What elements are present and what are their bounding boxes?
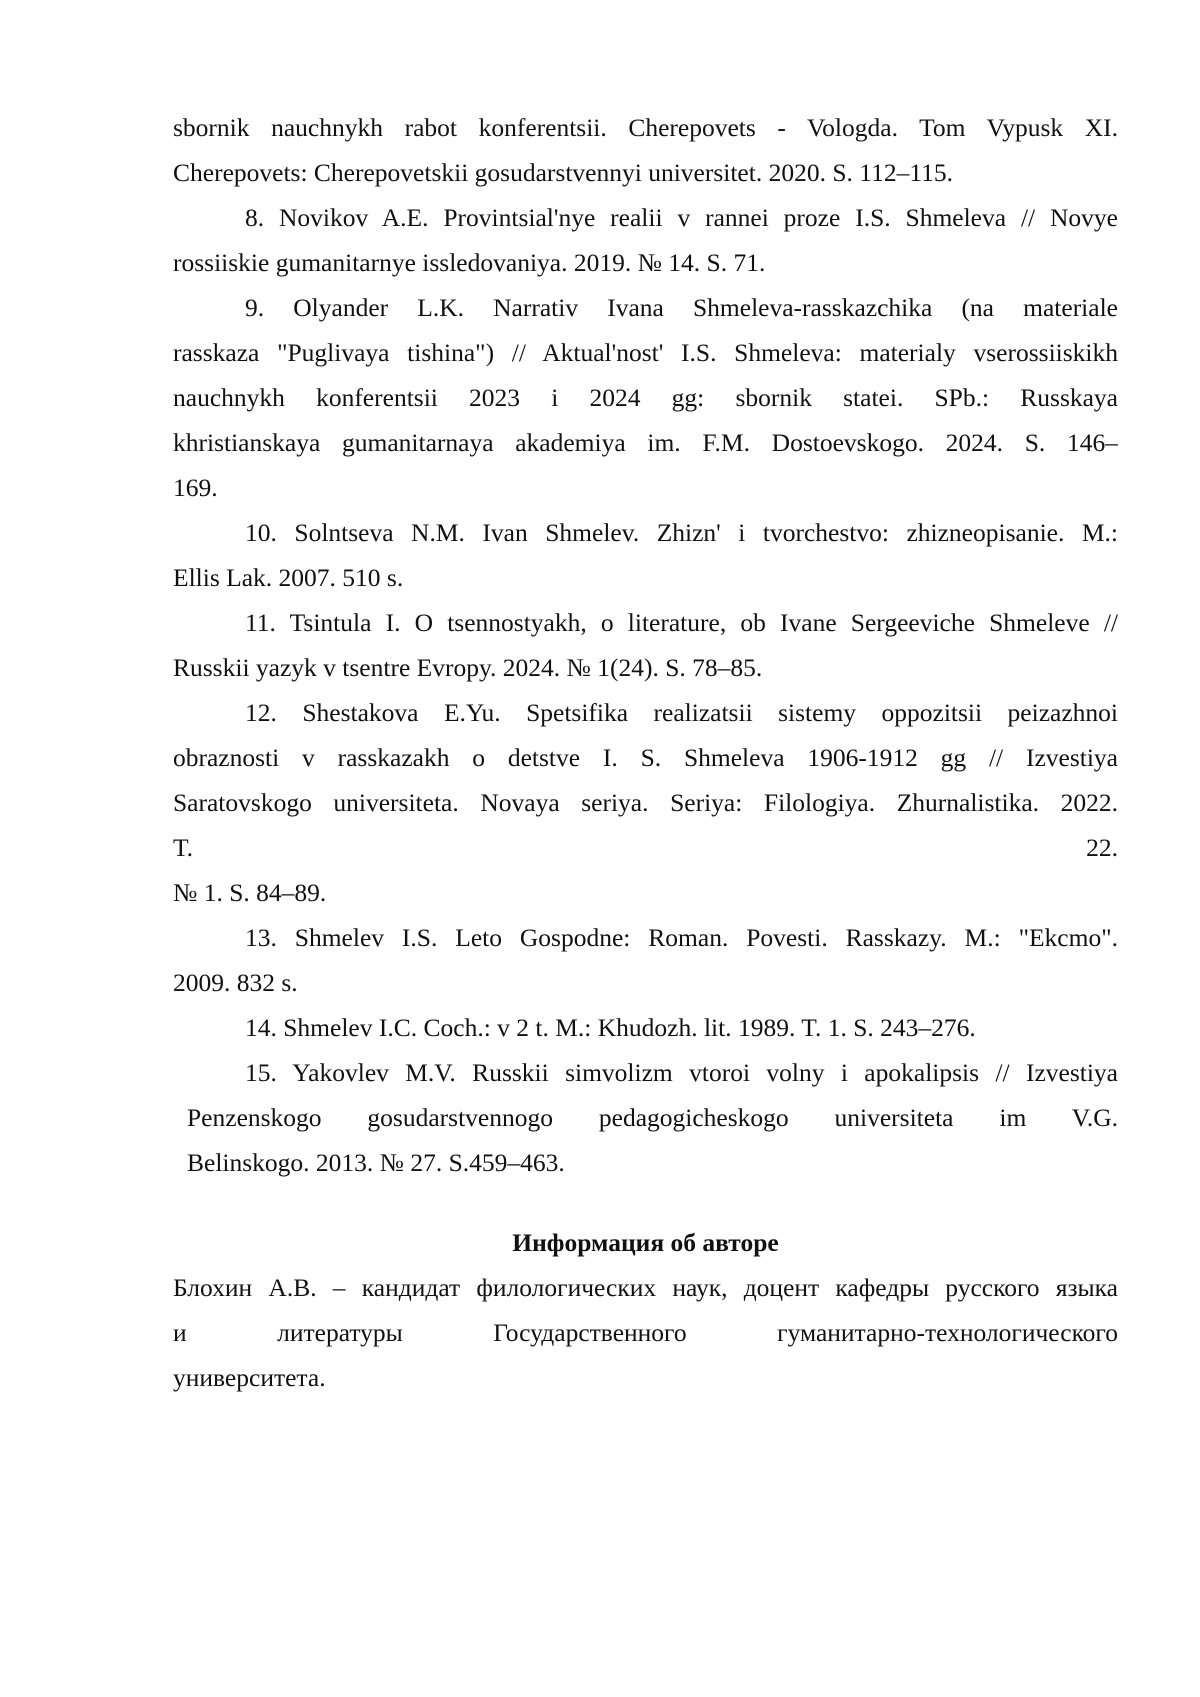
reference-line: Russkii yazyk v tsentre Evropy. 2024. № 1(24). S. 78–85.	[173, 645, 1118, 690]
reference-item	[173, 510, 1118, 600]
reference-line: rasskaza "Puglivaya tishina") // Aktual'nost' I.S. Shmeleva: materialy vserossiiskikh	[173, 330, 1118, 375]
reference-line: nauchnykh konferentsii 2023 i 2024 gg: sbornik statei. SPb.: Russkaya	[173, 375, 1118, 420]
author-info	[173, 1265, 1118, 1400]
reference-line: 8. Novikov A.E. Provintsial'nye realii v rannei proze I.S. Shmeleva // Novye	[173, 195, 1118, 240]
reference-item	[173, 105, 1118, 195]
author-info-heading: Информация об авторе	[173, 1220, 1118, 1265]
document-page	[173, 105, 1118, 1400]
reference-line: khristianskaya gumanitarnaya akademiya im. F.M. Dostoevskogo. 2024. S. 146–	[173, 420, 1118, 465]
reference-item	[173, 690, 1118, 915]
reference-line: 12. Shestakova E.Yu. Spetsifika realizatsii sistemy oppozitsii peizazhnoi	[173, 690, 1118, 735]
reference-line: T. 22.	[173, 825, 1118, 870]
reference-item	[173, 600, 1118, 690]
reference-line: Saratovskogo universiteta. Novaya seriya. Seriya: Filologiya. Zhurnalistika. 2022.	[173, 780, 1118, 825]
reference-line: 11. Tsintula I. O tsennostyakh, o literature, ob Ivane Sergeeviche Shmeleve //	[173, 600, 1118, 645]
reference-line: 14. Shmelev I.C. Coch.: v 2 t. M.: Khudozh. lit. 1989. T. 1. S. 243–276.	[173, 1005, 1118, 1050]
reference-line: 2009. 832 s.	[173, 960, 1118, 1005]
reference-line: 169.	[173, 465, 1118, 510]
reference-item	[173, 1005, 1118, 1050]
reference-line: 15. Yakovlev M.V. Russkii simvolizm vtoroi volny i apokalipsis // Izvestiya	[173, 1050, 1118, 1095]
reference-line: obraznosti v rasskazakh o detstve I. S. Shmeleva 1906-1912 gg // Izvestiya	[173, 735, 1118, 780]
reference-item	[173, 915, 1118, 1005]
author-info-line: и литературы Государственного гуманитарно-технологического	[173, 1310, 1118, 1355]
reference-line: Penzenskogo gosudarstvennogo pedagogicheskogo universiteta im V.G.	[173, 1095, 1118, 1140]
reference-line: rossiiskie gumanitarnye issledovaniya. 2019. № 14. S. 71.	[173, 240, 1118, 285]
reference-line: № 1. S. 84–89.	[173, 870, 1118, 915]
reference-line: Cherepovets: Cherepovetskii gosudarstvennyi universitet. 2020. S. 112–115.	[173, 150, 1118, 195]
reference-line: 10. Solntseva N.M. Ivan Shmelev. Zhizn' i tvorchestvo: zhizneopisanie. M.:	[173, 510, 1118, 555]
reference-line: Belinskogo. 2013. № 27. S.459–463.	[173, 1140, 1118, 1185]
reference-item	[173, 285, 1118, 510]
reference-item	[173, 195, 1118, 285]
reference-line: sbornik nauchnykh rabot konferentsii. Cherepovets - Vologda. Tom Vypusk XI.	[173, 105, 1118, 150]
author-info-line: Блохин А.В. – кандидат филологических наук, доцент кафедры русского языка	[173, 1265, 1118, 1310]
reference-line: 9. Olyander L.K. Narrativ Ivana Shmeleva-rasskazchika (na materiale	[173, 285, 1118, 330]
reference-line: Ellis Lak. 2007. 510 s.	[173, 555, 1118, 600]
reference-item	[173, 1050, 1118, 1185]
author-info-line: университета.	[173, 1355, 1118, 1400]
reference-line: 13. Shmelev I.S. Leto Gospodne: Roman. Povesti. Rasskazy. M.: "Ekcmo".	[173, 915, 1118, 960]
